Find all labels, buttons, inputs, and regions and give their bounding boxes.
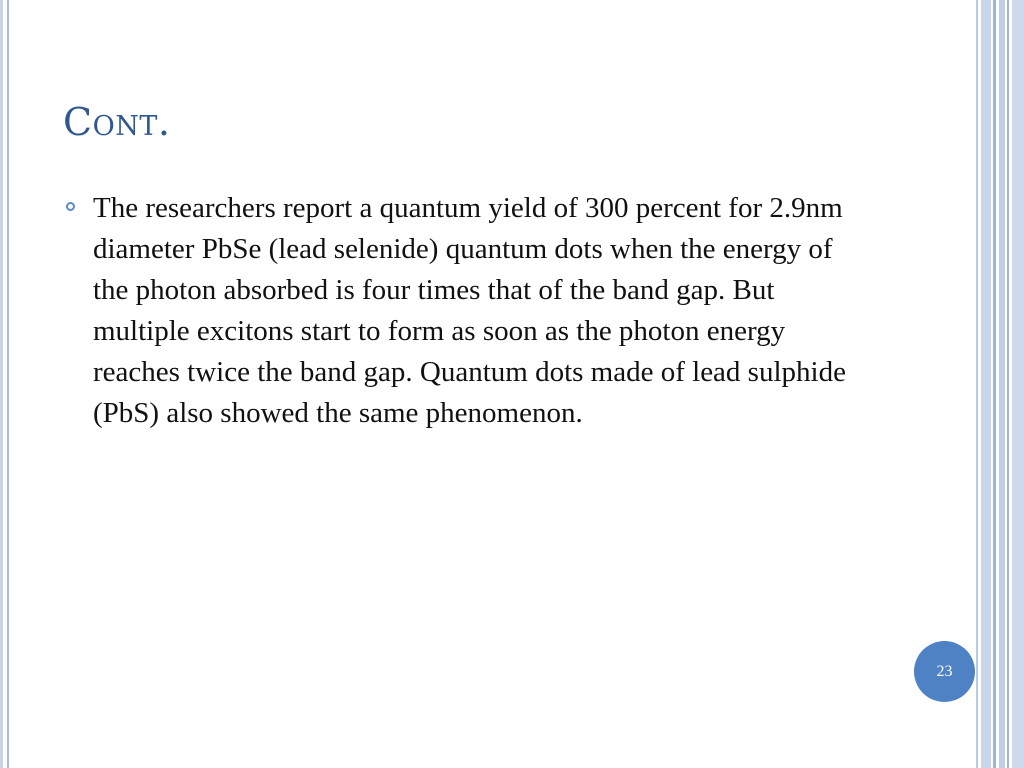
ring-bullet-icon [66,202,75,211]
left-border-line-inner [7,0,9,768]
stripe [999,0,1005,768]
page-number: 23 [936,662,953,680]
stripe [1012,0,1024,768]
stripe [1007,0,1009,768]
left-border-line [0,0,3,768]
stripe [993,0,996,768]
page-number-badge [914,641,975,702]
bullet-text: The researchers report a quantum yield of 300 percent for 2.9nm diameter PbSe (lead selenide) quantum dots when the energy of the photon absorbed is four times that of the band gap. But multiple excitons start to form as soon as the photon energy reaches twice the band gap. Quantum dots made of lead sulphide (PbS) also showed the same phenomenon. [93,192,846,429]
right-decorative-stripes [976,0,1024,768]
slide-title: Cont. [63,100,171,144]
stripe [981,0,991,768]
stripe [976,0,978,768]
